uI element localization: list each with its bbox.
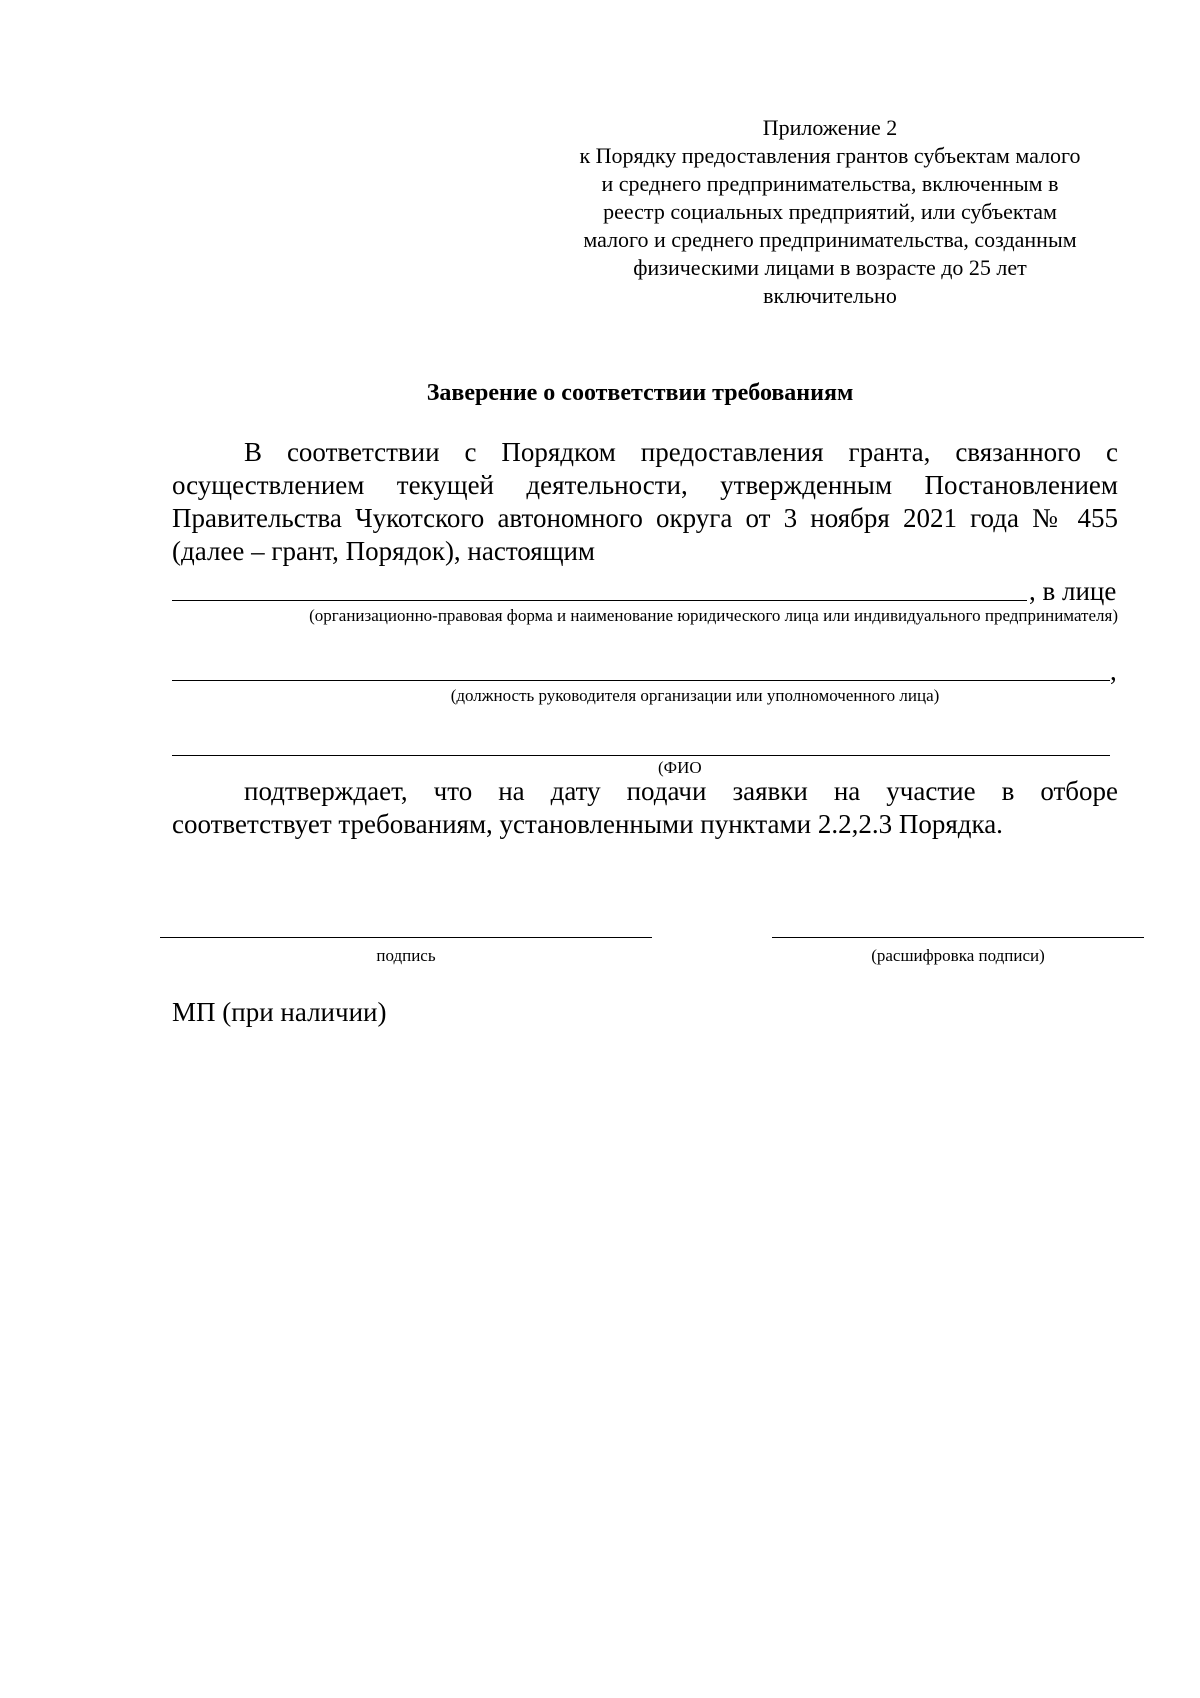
confirm-paragraph: [172, 775, 1118, 841]
position-field[interactable]: [172, 680, 1110, 681]
confirm-line: подтверждает, что на дату подачи заявки на участие в отборе: [244, 776, 1118, 806]
signature-decode-caption: (расшифровка подписи): [871, 946, 1045, 965]
stamp-label: МП (при наличии): [172, 997, 387, 1027]
intro-line: (далее – грант, Порядок), настоящим: [172, 536, 596, 566]
confirm-line: соответствует требованиям, установленными пунктами 2.2,2.3 Порядка.: [172, 809, 1003, 839]
position-field-suffix: ,: [1110, 656, 1117, 686]
org-field-caption: (организационно-правовая форма и наименование юридического лица или индивидуального предпринимателя): [309, 606, 1118, 625]
intro-line: Правительства Чукотского автономного округа от 3 ноября 2021 года № 455: [172, 503, 1118, 533]
appendix-line: к Порядку предоставления грантов субъектам малого: [579, 143, 1081, 168]
intro-paragraph: [172, 436, 1118, 568]
signature-decode-field[interactable]: [772, 937, 1144, 938]
appendix-line: реестр социальных предприятий, или субъектам: [603, 199, 1057, 224]
appendix-line: физическими лицами в возрасте до 25 лет: [633, 255, 1027, 280]
intro-line: осуществлением текущей деятельности, утвержденным Постановлением: [172, 470, 1118, 500]
appendix-line: и среднего предпринимательства, включенным в: [601, 171, 1059, 196]
appendix-header: [540, 114, 1120, 310]
fio-field-caption: (ФИО: [658, 758, 702, 777]
appendix-line: малого и среднего предпринимательства, созданным: [583, 227, 1077, 252]
signature-field[interactable]: [160, 937, 652, 938]
org-field-suffix: , в лице: [1029, 576, 1117, 606]
fio-field[interactable]: [172, 755, 1110, 756]
document-title: Заверение о соответствии требованиям: [426, 380, 854, 406]
position-field-caption: (должность руководителя организации или уполномоченного лица): [450, 686, 940, 705]
intro-line: В соответствии с Порядком предоставления гранта, связанного с: [244, 437, 1118, 467]
appendix-line: включительно: [763, 283, 897, 308]
signature-caption: подпись: [376, 946, 436, 965]
org-name-field[interactable]: [172, 600, 1027, 601]
appendix-line: Приложение 2: [762, 115, 898, 140]
